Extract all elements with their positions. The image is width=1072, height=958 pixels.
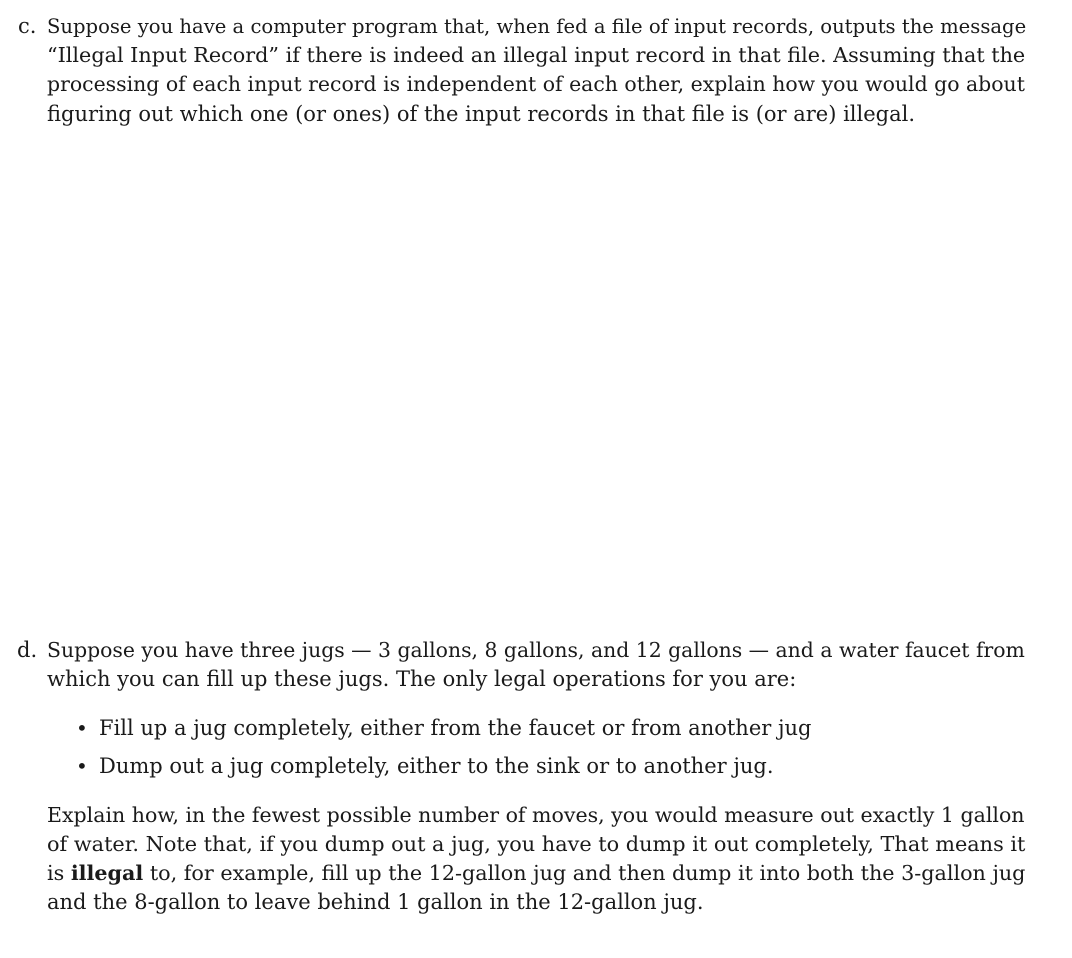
problem-d-line-2 <box>0 665 1072 694</box>
problem-d-text: Suppose you have three jugs — 3 gallons, 8 gallons, and 12 gallons — and a water faucet from <box>47 638 1025 662</box>
text-segment: to, for example, fill up the 12-gallon jug and then dump it into both the 3-gallon jug <box>143 861 1026 885</box>
emphasized-word: illegal <box>70 861 144 885</box>
list-item-text: Dump out a jug completely, either to the sink or to another jug. <box>99 754 774 778</box>
bullet-icon: • <box>76 754 88 778</box>
bullet-icon: • <box>76 716 88 740</box>
list-item <box>0 752 1072 781</box>
problem-c-line-2 <box>0 41 1072 70</box>
list-item <box>0 714 1072 743</box>
problem-c-line-1 <box>0 12 1072 41</box>
problem-d-marker: d. <box>17 638 38 662</box>
problem-d-text: Explain how, in the fewest possible number of moves, you would measure out exactly 1 gallon <box>47 803 1025 827</box>
problem-d-explain-line-3 <box>0 859 1072 888</box>
problem-d-text <box>47 859 1025 888</box>
problem-c-text: processing of each input record is independent of each other, explain how you would go about <box>47 72 1025 96</box>
problem-d-explain-line-1 <box>0 801 1072 830</box>
list-item-text: Fill up a jug completely, either from the faucet or from another jug <box>99 716 812 740</box>
problem-c-text: figuring out which one (or ones) of the input records in that file is (or are) illegal. <box>47 102 916 126</box>
problem-d-line-1 <box>0 636 1072 665</box>
problem-c-line-4 <box>0 100 1072 129</box>
problem-d-text: of water. Note that, if you dump out a jug, you have to dump it out completely, That means it <box>47 832 1026 856</box>
problem-d-text: and the 8-gallon to leave behind 1 gallon in the 12-gallon jug. <box>47 890 704 914</box>
problem-d-explain-line-4 <box>0 888 1072 917</box>
problem-c-line-3 <box>0 70 1072 99</box>
problem-c-text: “Illegal Input Record” if there is indeed an illegal input record in that file. Assuming that the <box>47 43 1026 67</box>
problem-d-explain-line-2 <box>0 830 1072 859</box>
text-segment: is <box>47 861 71 885</box>
problem-c-text: Suppose you have a computer program that, when fed a file of input records, outputs the message <box>47 15 1027 38</box>
problem-c-marker: c. <box>18 14 37 38</box>
problem-d-text: which you can fill up these jugs. The only legal operations for you are: <box>47 667 797 691</box>
